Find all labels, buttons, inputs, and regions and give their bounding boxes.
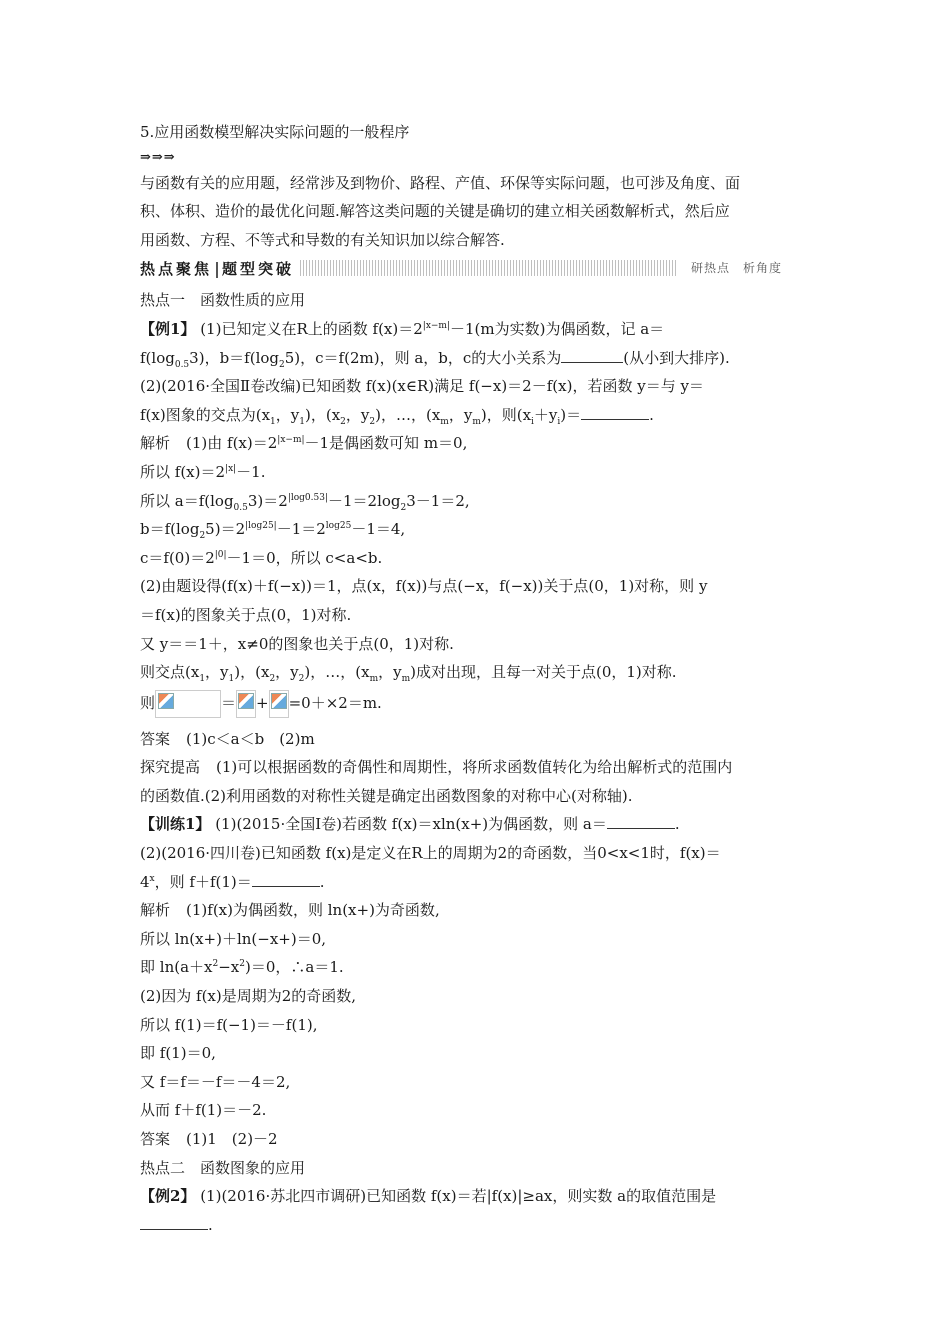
text: (1)1 (2)－2: [186, 1130, 278, 1148]
solution-line: 从而 f＋f(1)＝－2.: [140, 1101, 267, 1120]
solution-line: [140, 687, 810, 719]
subscript: m: [472, 416, 481, 427]
solution-line: [140, 896, 810, 925]
text: +: [256, 693, 269, 712]
paragraph-line: 与函数有关的应用题，经常涉及到物价、路程、产值、环保等实际问题，也可涉及角度、面: [140, 173, 741, 192]
text: .: [208, 1215, 213, 1234]
solution-line: [140, 544, 810, 573]
text: c＝f(0)＝2: [140, 548, 215, 567]
example-1-line: [140, 344, 810, 373]
superscript: |x−m|: [277, 435, 305, 446]
broken-image-icon: [158, 693, 174, 709]
formula-image-placeholder: [155, 690, 221, 718]
text: 则交点(x: [140, 663, 200, 682]
text: .: [319, 872, 325, 891]
solution-line: [140, 953, 810, 982]
text: ＋y: [533, 405, 558, 424]
subscript: 2: [369, 416, 376, 427]
answer-blank: [252, 872, 320, 887]
text: ＝: [221, 693, 237, 712]
text: 5)＝2: [205, 520, 246, 539]
answer-label: 答案: [140, 1130, 171, 1148]
subscript: m: [401, 674, 411, 685]
banner-left-text: 热点聚焦: [140, 259, 213, 278]
solution-line: (2)因为 f(x)是周期为2的奇函数,: [140, 987, 357, 1006]
section-heading: 5.应用函数模型解决实际问题的一般程序: [140, 123, 410, 141]
text: (1)c＜a＜b (2)m: [186, 729, 315, 748]
text: )＝0，∴a＝1.: [244, 958, 344, 977]
text: 则: [140, 693, 156, 712]
text: )，…，(x: [304, 663, 370, 682]
text: (1)(2015·全国Ⅰ卷)若函数 f(x)＝xln(x+)为偶函数，则 a＝: [210, 815, 607, 834]
text: ，y: [378, 663, 402, 682]
insight-label: 探究提高: [140, 758, 201, 777]
text: =0＋×2＝m.: [288, 693, 382, 712]
text: 3)＝2: [247, 491, 288, 510]
banner-tag: [677, 259, 810, 277]
text: 4: [140, 872, 150, 891]
superscript: |x−m|: [422, 320, 450, 331]
text: .: [674, 815, 680, 834]
solution-line: [140, 458, 810, 487]
text: 所以 a＝f(log: [140, 491, 234, 510]
subscript: 1: [228, 674, 235, 685]
subscript: i: [531, 416, 534, 427]
solution-line: 所以 f(1)＝f(−1)＝－f(1),: [140, 1015, 318, 1034]
solution-line: [140, 487, 810, 516]
page-content: [140, 118, 810, 1239]
solution-line: [140, 429, 810, 458]
subscript: 0.5: [233, 502, 248, 513]
text: b＝f(log: [140, 520, 200, 539]
text: ，y: [345, 405, 370, 424]
text: (1)f(x)为偶函数，则 ln(x+)为奇函数,: [186, 901, 440, 920]
text: )＝: [560, 405, 582, 424]
text: −x: [218, 958, 240, 977]
text: ，y: [275, 405, 300, 424]
superscript: |x|: [225, 463, 237, 474]
paragraph-line: 用函数、方程、不等式和导数的有关知识加以综合解答.: [140, 230, 505, 249]
text: ，y: [275, 663, 299, 682]
subscript: 2: [298, 674, 305, 685]
text: (1)(2016·苏北四市调研)已知函数 f(x)＝若|f(x)|≥ax，则实数 a的取值范围是: [195, 1187, 717, 1206]
text: ，则 f＋f(1)＝: [154, 872, 252, 891]
formula-image-placeholder: [269, 690, 289, 718]
training-line: [140, 810, 810, 839]
banner-right-text: 题型突破: [222, 259, 295, 278]
subscript: i: [557, 416, 561, 427]
subscript: 0.5: [174, 359, 190, 370]
superscript: |log0.53|: [287, 492, 328, 503]
text: －1＝2: [276, 520, 326, 539]
subscript: 2: [340, 416, 346, 427]
solution-line: [140, 515, 810, 544]
answer-line: [140, 1125, 810, 1154]
solution-label: 解析: [140, 901, 171, 920]
text: (1)由 f(x)＝2: [186, 434, 278, 453]
text: 即 ln(a＋x: [140, 958, 213, 977]
subscript: 2: [400, 502, 407, 513]
subscript: 1: [270, 416, 276, 427]
text: f(x)图象的交点为(x: [140, 405, 271, 424]
paragraph-line: 积、体积、造价的最优化问题.解答这类问题的关键是确切的建立相关函数解析式，然后应: [140, 202, 730, 221]
text: )成对出现，且每一对关于点(0，1)对称.: [410, 663, 677, 682]
hotspot-heading: 热点二 函数图象的应用: [140, 1158, 306, 1177]
answer-blank: [607, 814, 675, 829]
training-tag: 【训练1】: [140, 815, 211, 834]
text: )，…，(x: [375, 405, 441, 424]
banner-title: [140, 258, 300, 279]
solution-line: 又 f＝f＝－f＝－4＝2,: [140, 1072, 291, 1091]
text: 所以 f(x)＝2: [140, 462, 226, 481]
training-line: (2)(2016·四川卷)已知函数 f(x)是定义在R上的周期为2的奇函数，当0<x<1时，f(x)＝: [140, 844, 721, 863]
text: )，(x: [234, 663, 270, 682]
banner-tag-1: 研热点: [690, 261, 730, 276]
text: －1＝0，所以 c<a<b.: [226, 548, 383, 567]
subscript: 1: [199, 674, 206, 685]
subscript: 2: [199, 531, 206, 542]
answer-blank: [561, 348, 623, 363]
hotspot-heading: 热点一 函数性质的应用: [140, 291, 306, 310]
text: 5)，c＝f(2m)，则 a，b，c的大小关系为: [284, 348, 562, 367]
banner-hatch: [300, 260, 810, 276]
text: f(log: [140, 348, 175, 367]
text: 3－1＝2,: [406, 491, 470, 510]
subscript: m: [440, 416, 449, 427]
text: －1是偶函数可知 m＝0,: [304, 434, 468, 453]
subscript: 2: [279, 359, 285, 370]
section-banner: [140, 256, 810, 280]
solution-line: (2)由题设得(f(x)＋f(−x))＝1，点(x，f(x))与点(−x，f(−x))关于点(0，1)对称，则 y: [140, 577, 708, 596]
formula-image-placeholder: [236, 690, 256, 718]
text: －1＝2log: [328, 491, 401, 510]
text: )，则(x: [480, 405, 532, 424]
answer-label: 答案: [140, 729, 171, 748]
subscript: m: [369, 674, 379, 685]
superscript: x: [149, 873, 155, 884]
answer-line: [140, 725, 810, 754]
answer-blank: [140, 1215, 208, 1230]
banner-tag-2: 析角度: [742, 261, 782, 276]
solution-label: 解析: [140, 434, 171, 453]
insight-line: [140, 753, 810, 782]
solution-line: 又 y＝＝1＋，x≠0的图象也关于点(0，1)对称.: [140, 634, 454, 653]
answer-blank: [581, 405, 649, 420]
example-2-line: [140, 1182, 810, 1211]
superscript: log25: [325, 521, 352, 532]
training-line: [140, 868, 810, 897]
text: (1)可以根据函数的奇偶性和周期性，将所求函数值转化为给出解析式的范围内: [216, 758, 733, 777]
solution-line: ＝f(x)的图象关于点(0，1)对称.: [140, 605, 352, 624]
insight-line: 的函数值.(2)利用函数的对称性关键是确定出函数图象的对称中心(对称轴).: [140, 786, 633, 805]
text: ，y: [448, 405, 473, 424]
text: 3)，b＝f(log: [189, 348, 280, 367]
text: ，y: [205, 663, 229, 682]
superscript: 2: [212, 959, 219, 970]
solution-line: [140, 658, 810, 687]
example-1-line: f(x)图象的交点为($x_1$，$y_1$)，($x_2$，$y_2$)，…，($x_m$，$y_m$)，则$(x_i+y_i)=$ .: [140, 405, 654, 427]
text: －1(m为实数)为偶函数，记 a＝: [450, 319, 665, 338]
example-tag: 【例1】: [140, 319, 196, 338]
text: (1)已知定义在R上的函数 f(x)＝2: [195, 319, 423, 338]
example-2-line: [140, 1211, 810, 1240]
superscript: |log25|: [245, 521, 277, 532]
subscript: 1: [299, 416, 305, 427]
text: －1＝4,: [351, 520, 406, 539]
solution-line: 所以 ln(x+)＋ln(−x+)＝0,: [140, 929, 327, 948]
superscript: |0|: [214, 549, 227, 560]
text: )，(x: [304, 405, 341, 424]
text: －1.: [236, 462, 266, 481]
example-tag: 【例2】: [140, 1187, 196, 1206]
text: (从小到大排序).: [623, 348, 730, 367]
example-1-line: [140, 315, 810, 344]
broken-image-icon: [271, 693, 287, 709]
superscript: 2: [239, 959, 245, 970]
subscript: 2: [269, 674, 276, 685]
banner-separator: [216, 262, 218, 278]
broken-image-icon: [238, 693, 254, 709]
flow-arrows: ⇒⇒⇒: [140, 149, 176, 165]
example-1-line: (2)(2016·全国Ⅱ卷改编)已知函数 f(x)(x∈R)满足 f(−x)＝2－f(x)，若函数 y＝与 y＝: [140, 377, 704, 396]
solution-line: 即 f(1)＝0,: [140, 1044, 216, 1063]
